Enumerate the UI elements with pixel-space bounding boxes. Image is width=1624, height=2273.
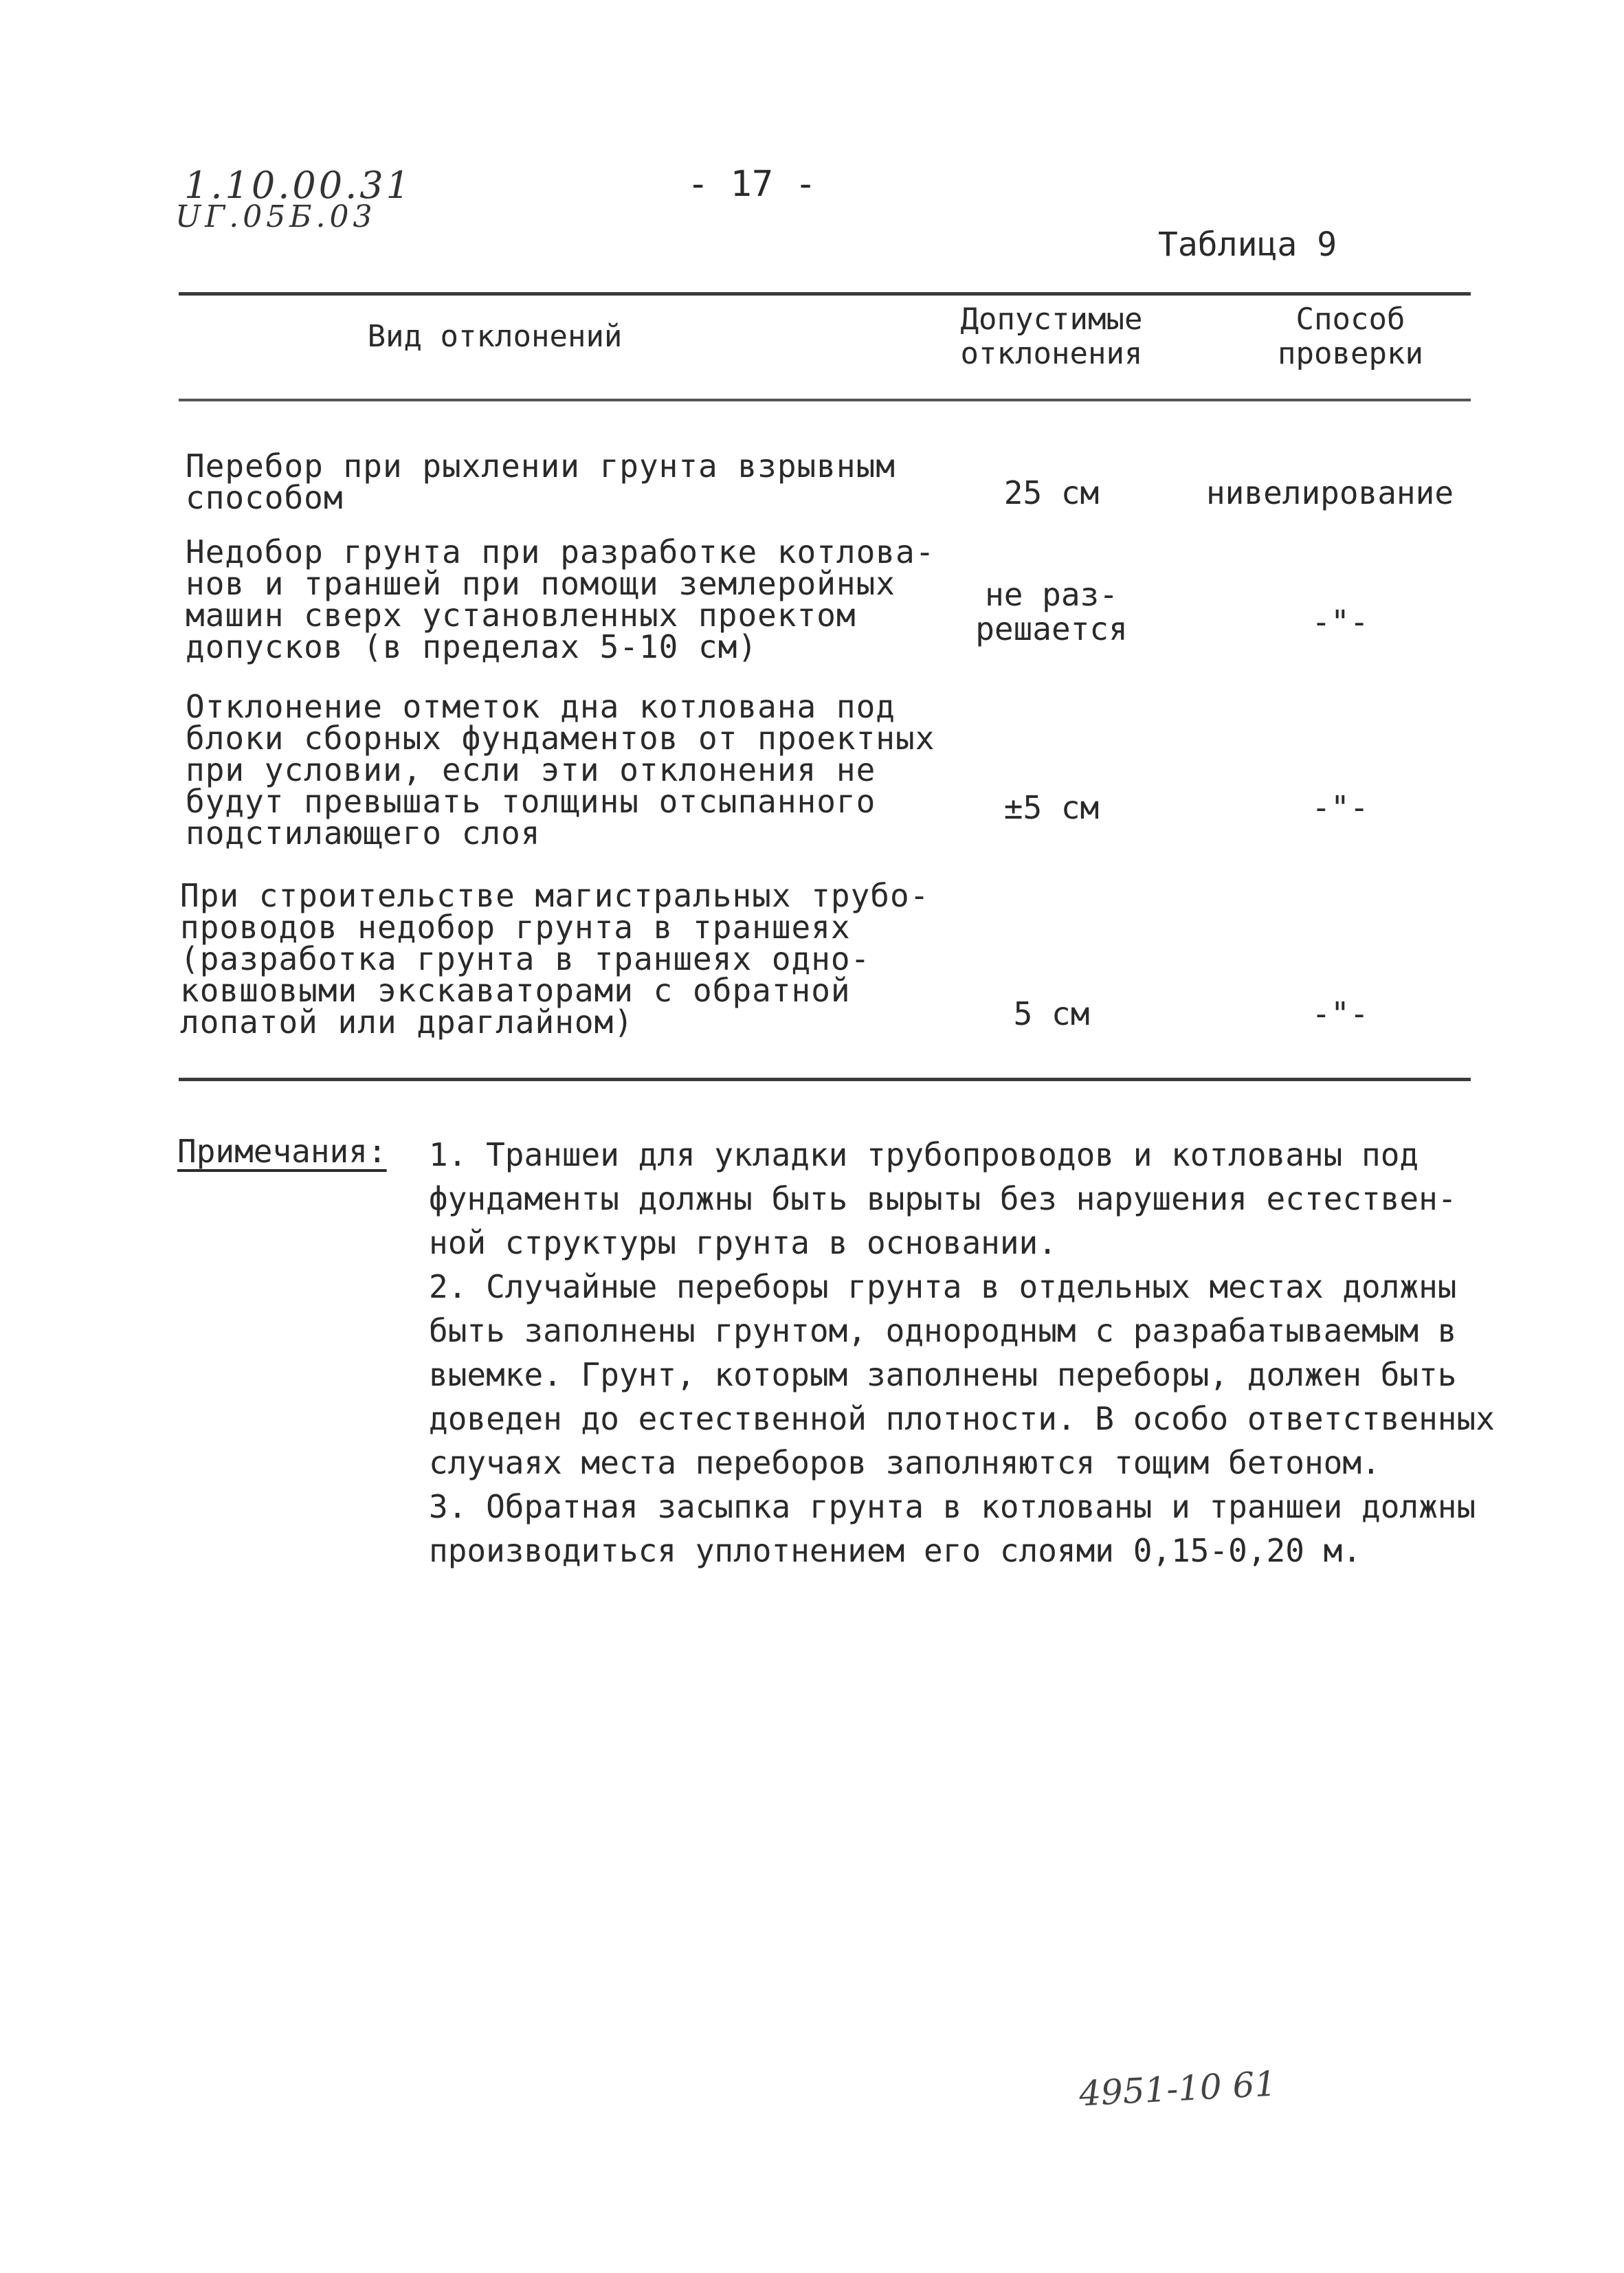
table-header-rule <box>179 399 1471 401</box>
note-item: 2. Случайные переборы грунта в отдельных местах должны быть заполнены грунтом, однородным с разрабатываемым в выемке. Грунт, которым заполнены переборы, должен быть доведен до естественной плотности. В особо ответственных случаях места переборов заполняются тощим бетоном. <box>429 1268 1495 1481</box>
table-top-rule <box>179 292 1471 296</box>
column-header-allowed-deviation: Допустимые отклонения <box>960 302 1143 371</box>
notes-list <box>429 1133 1501 1573</box>
row-description: Перебор при рыхлении грунта взрывным способом <box>186 447 896 516</box>
archive-stamp: 4951-10 61 <box>1078 2063 1278 2114</box>
row-description: Недобор грунта при разработке котлова- нов и траншей при помощи землеройных машин сверх установленных проектом допусков (в пределах 5-10 см) <box>186 533 935 665</box>
row-allowed-value: ±5 см <box>1003 789 1100 826</box>
row-allowed-value: не раз- решается <box>975 576 1128 647</box>
row-check-method: -"- <box>1311 995 1369 1032</box>
row-description: Отклонение отметок дна котлована под блоки сборных фундаментов от проектных при условии, если эти отклонения не будут превышать толщины отсыпанного подстилающего слоя <box>186 688 935 852</box>
column-header-check-method: Способ проверки <box>1278 302 1423 371</box>
note-item: 3. Обратная засыпка грунта в котлованы и траншеи должны производиться уплотнением его слоями 0,15-0,20 м. <box>429 1488 1476 1569</box>
column-header-deviation-type: Вид отклонений <box>367 319 623 354</box>
row-allowed-value: 5 см <box>1013 995 1090 1032</box>
document-code-line-2: UГ.05Б.03 <box>175 199 377 234</box>
notes-label: Примечания: <box>177 1133 387 1170</box>
table-bottom-rule <box>179 1078 1471 1081</box>
page-number: - 17 - <box>687 164 816 205</box>
row-allowed-value: 25 см <box>1003 474 1100 511</box>
note-item: 1. Траншеи для укладки трубопроводов и котлованы под фундаменты должны быть вырыты без нарушения естествен- ной структуры грунта в основании. <box>429 1136 1457 1261</box>
document-code-line-1: 1.10.00.31 <box>184 164 412 207</box>
row-description: При строительстве магистральных трубо- проводов недобор грунта в траншеях (разработка грунта в траншеях одно- ковшовыми экскаваторами с обратной лопатой или драглайном) <box>180 877 930 1041</box>
row-check-method: нивелирование <box>1205 474 1454 511</box>
table-caption: Таблица 9 <box>1158 225 1337 264</box>
row-check-method: -"- <box>1311 603 1369 641</box>
row-check-method: -"- <box>1311 789 1369 826</box>
